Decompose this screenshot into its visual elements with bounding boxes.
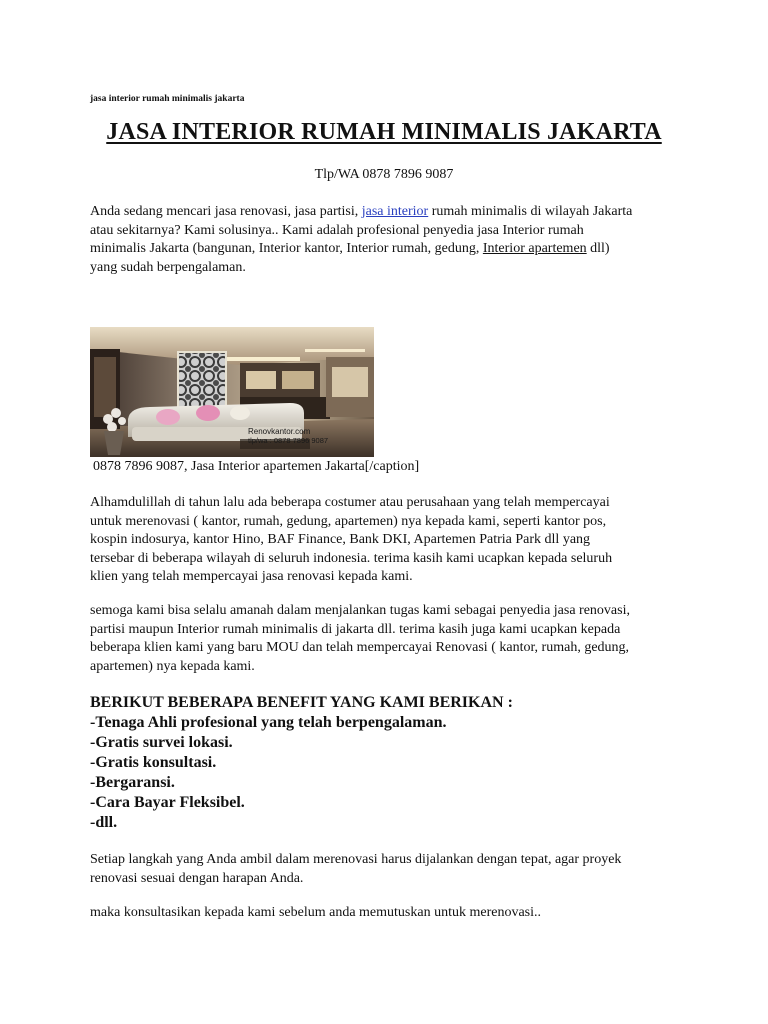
interior-apartemen-link[interactable]: Interior apartemen — [482, 241, 587, 256]
intro-paragraph — [90, 203, 680, 277]
paragraph-clients — [90, 494, 680, 587]
running-header: jasa interior rumah minimalis jakarta — [90, 94, 245, 104]
interior-photo — [90, 327, 374, 457]
intro-text: minimalis Jakarta (bangunan, Interior kantor, Interior rumah, gedung, — [90, 241, 483, 256]
jasa-interior-link[interactable]: jasa interior — [361, 204, 429, 219]
page-title: JASA INTERIOR RUMAH MINIMALIS JAKARTA — [106, 119, 662, 145]
benefit-item: -Tenaga Ahli profesional yang telah berpengalaman. — [90, 714, 447, 731]
benefit-item: -Bergaransi. — [90, 774, 175, 791]
paragraph-line: partisi maupun Interior rumah minimalis di jakarta dll. terima kasih juga kami ucapkan kepada — [90, 621, 621, 637]
intro-line-1 — [90, 203, 680, 222]
paragraph-line: Alhamdulillah di tahun lalu ada beberapa costumer atau perusahaan yang telah mempercayai — [90, 495, 610, 510]
watermark-line-2: tlp/wa : 0878 7896 9087 — [248, 436, 329, 445]
paragraph-line: klien yang telah mempercayai jasa renovasi kepada kami. — [90, 569, 413, 584]
benefit-item: -Gratis konsultasi. — [90, 754, 217, 771]
image-caption: 0878 7896 9087, Jasa Interior apartemen Jakarta[/caption] — [93, 459, 420, 474]
intro-line-2: atau sekitarnya? Kami solusinya.. Kami adalah profesional penyedia jasa Interior rumah — [90, 222, 584, 238]
paragraph-line: beberapa klien kami yang baru MOU dan telah mempercayai Renovasi ( kantor, rumah, gedung, — [90, 640, 630, 655]
paragraph-konsultasi — [90, 904, 680, 923]
paragraph-line: kospin indosurya, kantor Hino, BAF Finance, Bank DKI, Apartemen Patria Park dll yang — [90, 532, 591, 547]
intro-text: dll) — [586, 241, 610, 256]
intro-line-4: yang sudah berpengalaman. — [90, 259, 246, 275]
benefits-heading: BERIKUT BEBERAPA BENEFIT YANG KAMI BERIKAN : — [90, 694, 513, 711]
paragraph-line: renovasi sesuai dengan harapan Anda. — [90, 870, 304, 886]
paragraph-line: untuk merenovasi ( kantor, rumah, gedung, apartemen) nya kepada kami, seperti kantor pos, — [90, 513, 607, 529]
intro-text: Anda sedang mencari jasa renovasi, jasa partisi, — [90, 204, 362, 219]
paragraph-line: semoga kami bisa selalu amanah dalam menjalankan tugas kami sebagai penyedia jasa renovasi, — [90, 603, 630, 618]
paragraph-line: tersebar di beberapa wilayah di seluruh indonesia. terima kasih kami ucapkan kepada seluruh — [90, 550, 613, 566]
watermark-line-1: Renovkantor.com — [248, 427, 311, 436]
intro-line-3 — [90, 240, 680, 259]
benefit-item: -dll. — [90, 814, 118, 831]
benefit-item: -Cara Bayar Fleksibel. — [90, 794, 245, 811]
paragraph-line: apartemen) nya kepada kami. — [90, 658, 255, 674]
paragraph-amanah — [90, 602, 680, 676]
phone-number: Tlp/WA 0878 7896 9087 — [314, 167, 454, 182]
paragraph-langkah — [90, 851, 680, 888]
intro-text: rumah minimalis di wilayah Jakarta — [428, 204, 633, 219]
paragraph-line: maka konsultasikan kepada kami sebelum anda memutuskan untuk merenovasi.. — [90, 905, 541, 920]
benefit-item: -Gratis survei lokasi. — [90, 734, 233, 751]
benefits-list — [90, 693, 513, 833]
paragraph-line: Setiap langkah yang Anda ambil dalam merenovasi harus dijalankan dengan tepat, agar proyek — [90, 852, 622, 867]
